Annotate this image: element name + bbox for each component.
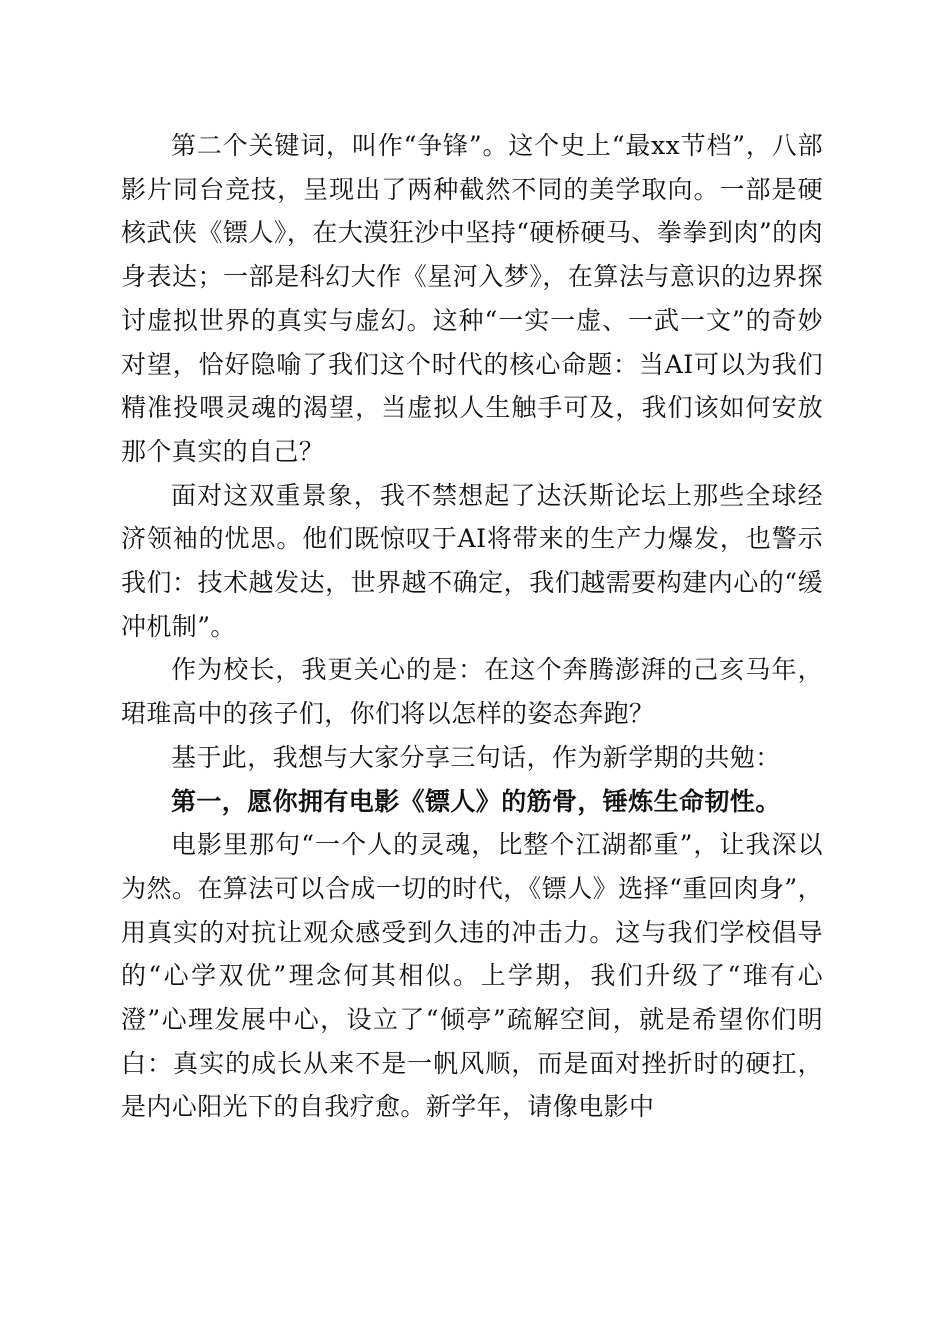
paragraph-davos: 面对这双重景象，我不禁想起了达沃斯论坛上那些全球经济领袖的忧思。他们既惊叹于AI将带来的生产力爆发，也警示我们：技术越发达，世界越不确定，我们越需要构建内心的“缓冲机制”。 (121, 480, 823, 641)
document-body (121, 124, 823, 1129)
paragraph-principal-question: 作为校长，我更关心的是：在这个奔腾澎湃的己亥马年，珺琟高中的孩子们，你们将以怎样的姿态奔跑？ (121, 655, 823, 729)
paragraph-second-keyword: 第二个关键词，叫作“争锋”。这个史上“最xx节档”，八部影片同台竞技，呈现出了两种截然不同的美学取向。一部是硬核武侠《镖人》，在大漠狂沙中坚持“硬桥硬马、拳拳到肉”的肉身表达；一部是科幻大作《星河入梦》，在算法与意识的边界探讨虚拟世界的真实与虚幻。这种“一实一虚、一武一文”的奇妙对望，恰好隐喻了我们这个时代的核心命题：当AI可以为我们精准投喂灵魂的渴望，当虚拟人生触手可及，我们该如何安放那个真实的自己？ (121, 131, 823, 466)
paragraph-three-sentences-intro: 基于此，我想与大家分享三句话，作为新学期的共勉： (171, 742, 781, 772)
heading-first-wish: 第一，愿你拥有电影《镖人》的筋骨，锤炼生命韧性。 (171, 786, 781, 816)
paragraph-movie-quote: 电影里那句“一个人的灵魂，比整个江湖都重”，让我深以为然。在算法可以合成一切的时代，《镖人》选择“重回肉身”，用真实的对抗让观众感受到久违的冲击力。这与我们学校倡导的“心学双优”理念何其相似。上学期，我们升级了“琟有心澄”心理发展中心，设立了“倾亭”疏解空间，就是希望你们明白：真实的成长从来不是一帆风顺，而是面对挫折时的硬扛，是内心阳光下的自我疗愈。新学年，请像电影中 (121, 830, 823, 1122)
